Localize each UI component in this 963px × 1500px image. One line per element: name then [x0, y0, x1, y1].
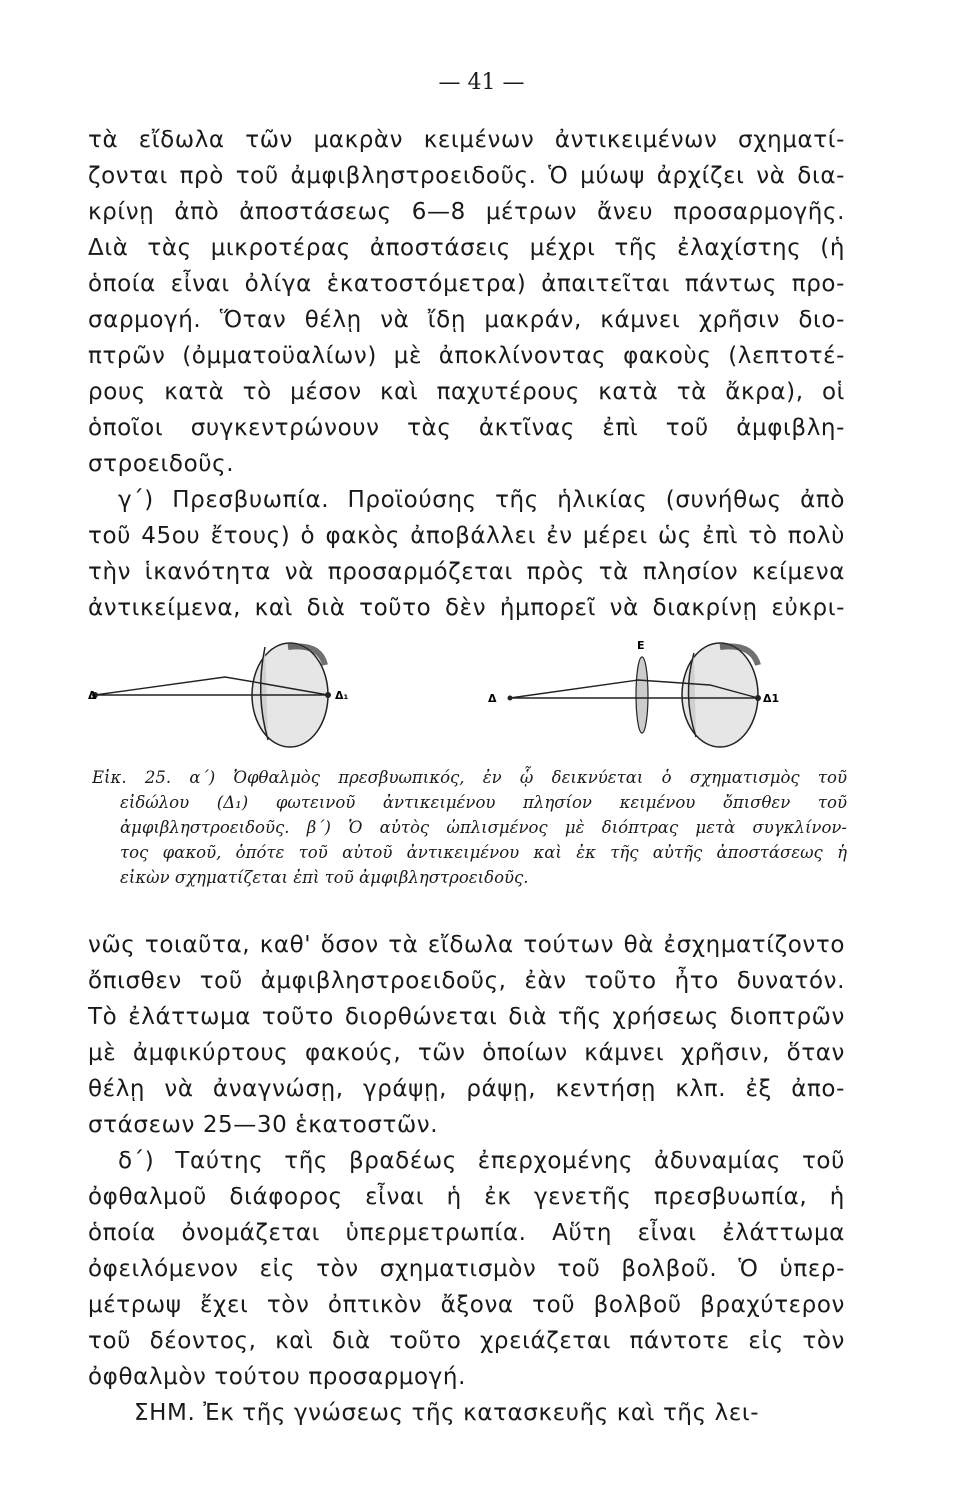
text-line: ὄπισθεν τοῦ ἀμφιβληστροειδοῦς, ἐὰν τοῦτο ἦτο δυνατόν.	[88, 968, 845, 994]
text-line: μὲ ἀμφικύρτους φακούς, τῶν ὁποίων κάμνει χρῆσιν, ὅταν	[88, 1040, 845, 1066]
text-line: τοῦ 45ου ἔτους) ὁ φακὸς ἀποβάλλει ἐν μέρει ὡς ἐπὶ τὸ πολὺ	[88, 523, 845, 549]
caption-line: τος φακοῦ, ὁπότε τοῦ αὐτοῦ ἀντικειμένου καὶ ἐκ τῆς αὐτῆς ἀποστάσεως ἡ	[120, 843, 847, 862]
text-line: ὀφθαλμὸν τούτου προσαρμογή.	[88, 1364, 466, 1390]
label-e-lens: Ε	[637, 639, 645, 652]
figure-caption	[92, 768, 847, 893]
converging-lens	[636, 657, 648, 733]
corrected-eye-diagram	[488, 639, 779, 747]
text-line: πτρῶν (ὀμματοϋαλίων) μὲ ἀποκλίνοντας φακοὺς (λεπτοτέ-	[88, 343, 845, 369]
caption-line: Εἰκ. 25. α΄) Ὀφθαλμὸς πρεσβυωπικός, ἐν ᾧ δεικνύεται ὁ σχηματισμὸς τοῦ	[92, 768, 847, 787]
text-line: δ΄) Ταύτης τῆς βραδέως ἐπερχομένης ἀδυναμίας τοῦ	[118, 1148, 845, 1174]
text-line: μέτρωψ ἔχει τὸν ὀπτικὸν ἄξονα τοῦ βολβοῦ βραχύτερον	[88, 1292, 845, 1318]
text-line: τοῦ δέοντος, καὶ διὰ τοῦτο χρειάζεται πάντοτε εἰς τὸν	[88, 1328, 845, 1354]
text-line: ζονται πρὸ τοῦ ἀμφιβληστροειδοῦς. Ὁ μύωψ ἀρχίζει νὰ δια-	[88, 163, 845, 189]
text-line: Διὰ τὰς μικροτέρας ἀποστάσεις μέχρι τῆς ἐλαχίστης (ἡ	[88, 235, 845, 261]
eye-diagram-figure	[90, 625, 850, 750]
text-line: ρους κατὰ τὸ μέσον καὶ παχυτέρους κατὰ τὰ ἄκρα), οἱ	[88, 379, 845, 405]
label-delta-b: Δ	[488, 692, 497, 705]
label-delta1-b: Δ1	[763, 692, 780, 705]
text-line: τὰ εἴδωλα τῶν μακρὰν κειμένων ἀντικειμένων σχηματί-	[88, 127, 845, 153]
paragraph-block-bottom	[88, 932, 845, 1436]
page-number: — 41 —	[438, 70, 525, 95]
text-line: ὁποῖοι συγκεντρώνουν τὰς ἀκτῖνας ἐπὶ τοῦ ἀμφιβλη-	[88, 415, 845, 441]
text-line: ὀφειλόμενον εἰς τὸν σχηματισμὸν τοῦ βολβοῦ. Ὁ ὑπερ-	[88, 1256, 845, 1282]
text-line: θέλῃ νὰ ἀναγνώσῃ, γράψῃ, ράψῃ, κεντήσῃ κλπ. ἐξ ἀπο-	[88, 1076, 845, 1102]
paragraph-block-top	[88, 127, 845, 631]
caption-line: ἀμφιβληστροειδοῦς. β΄) Ὁ αὐτὸς ὡπλισμένος μὲ διόπτρας μετὰ συγκλίνον-	[120, 818, 847, 837]
text-line: στροειδοῦς.	[88, 451, 235, 477]
caption-line: εἰδώλου (Δ₁) φωτεινοῦ ἀντικειμένου πλησίον κειμένου ὄπισθεν τοῦ	[120, 793, 847, 812]
label-delta: Δ	[88, 689, 97, 702]
text-line: νῶς τοιαῦτα, καθ' ὅσον τὰ εἴδωλα τούτων θὰ ἐσχηματίζοντο	[88, 932, 845, 958]
text-line: κρίνῃ ἀπὸ ἀποστάσεως 6—8 μέτρων ἄνευ προσαρμογῆς.	[88, 199, 845, 225]
text-line: ΣΗΜ. Ἐκ τῆς γνώσεως τῆς κατασκευῆς καὶ τῆς λει-	[134, 1400, 760, 1426]
text-line: Τὸ ἐλάττωμα τοῦτο διορθώνεται διὰ τῆς χρήσεως διοπτρῶν	[88, 1004, 845, 1030]
text-line: ὀφθαλμοῦ διάφορος εἶναι ἡ ἐκ γενετῆς πρεσβυωπία, ἡ	[88, 1184, 845, 1210]
text-line: ὁποία ὀνομάζεται ὑπερμετρωπία. Αὕτη εἶναι ἐλάττωμα	[88, 1220, 845, 1246]
text-line: γ΄) Πρεσβυωπία. Προϊούσης τῆς ἡλικίας (συνήθως ἀπὸ	[118, 487, 845, 513]
text-line: τὴν ἱκανότητα νὰ προσαρμόζεται πρὸς τὰ πλησίον κείμενα	[88, 559, 845, 585]
text-line: ἀντικείμενα, καὶ διὰ τοῦτο δὲν ἠμπορεῖ νὰ διακρίνῃ εὐκρι-	[88, 595, 845, 621]
text-line: ὁποία εἶναι ὀλίγα ἑκατοστόμετρα) ἀπαιτεῖται πάντως προ-	[88, 271, 845, 297]
caption-line: εἰκὼν σχηματίζεται ἐπὶ τοῦ ἀμφιβληστροειδοῦς.	[120, 868, 529, 887]
presbyopic-eye-diagram	[88, 643, 349, 747]
text-line: σαρμογή. Ὅταν θέλῃ νὰ ἴδῃ μακράν, κάμνει χρῆσιν διο-	[88, 307, 845, 333]
text-line: στάσεων 25—30 ἑκατοστῶν.	[88, 1112, 439, 1138]
label-delta1: Δ₁	[335, 689, 349, 702]
